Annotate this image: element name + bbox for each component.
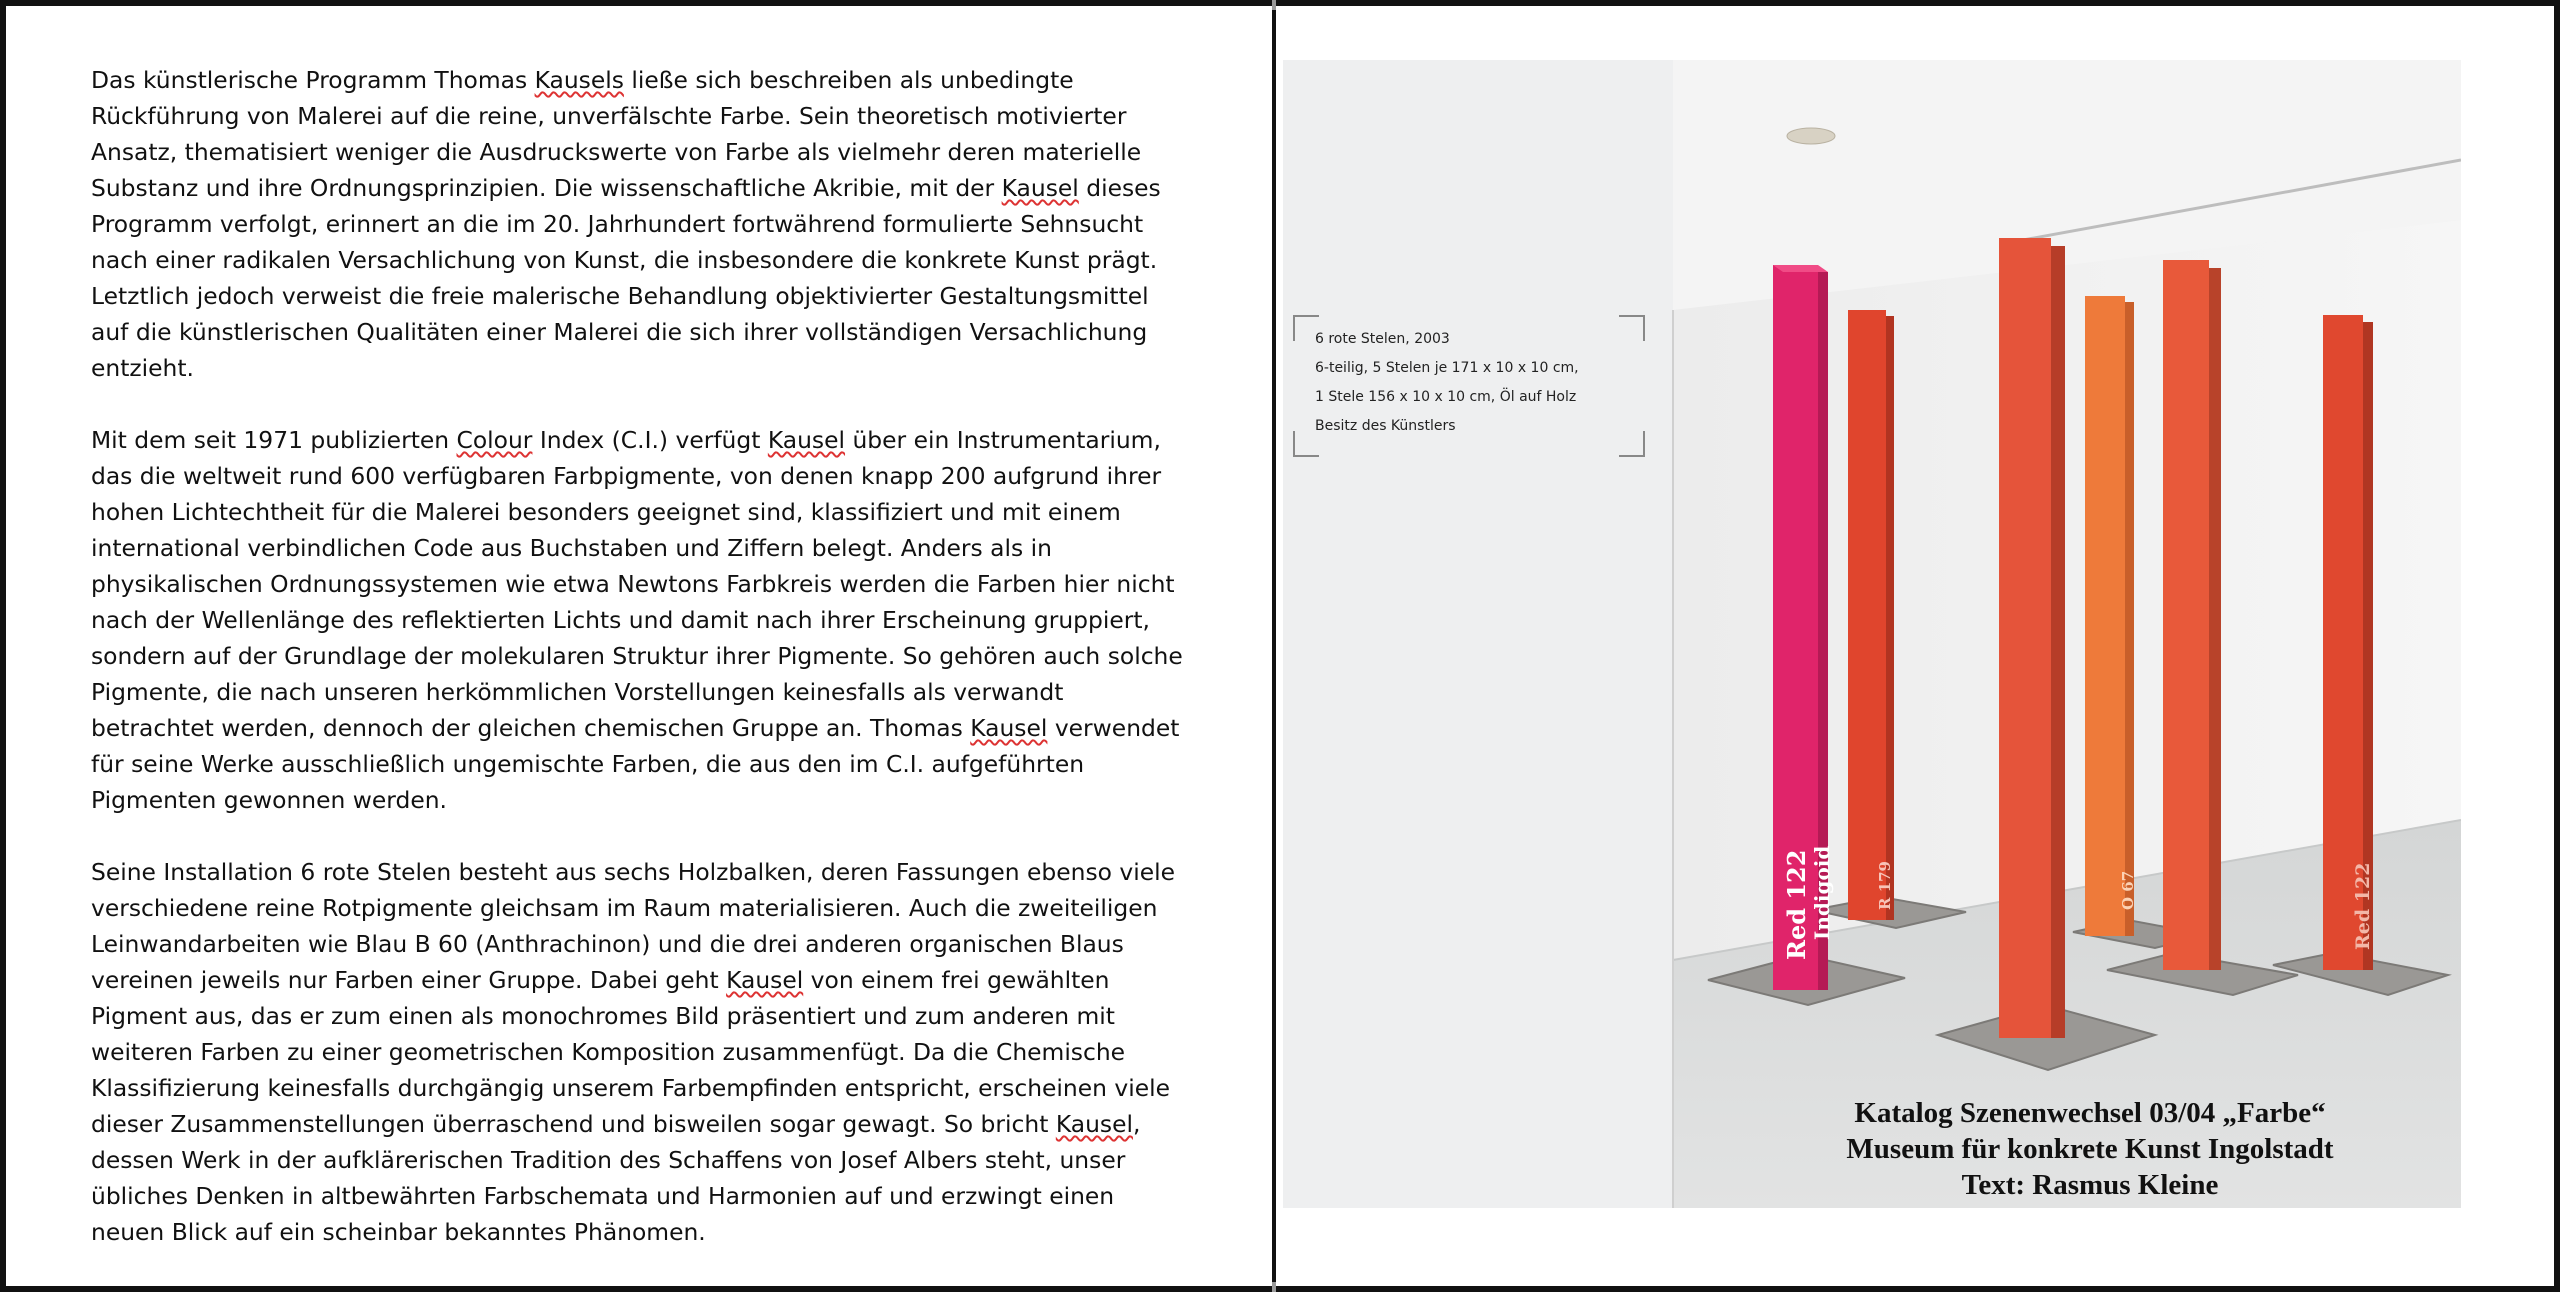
- text-segment: Programm verfolgt, erinnert an die im 20. Jahrhundert fortwährend formulierte Sehnsucht: [91, 210, 1144, 238]
- spellcheck-word: Kausel: [1001, 174, 1079, 202]
- text-segment: verwendet: [1047, 714, 1180, 742]
- text-line: [91, 674, 1231, 710]
- stele-red-2: [1848, 310, 1894, 920]
- text-segment: Ansatz, thematisiert weniger die Ausdruckswerte von Farbe als vielmehr deren materielle: [91, 138, 1142, 166]
- text-segment: dessen Werk in der aufklärerischen Tradition des Schaffens von Josef Albers steht, unser: [91, 1146, 1126, 1174]
- spellcheck-word: Colour: [456, 426, 533, 454]
- top-gutter-mark: [1272, 0, 1276, 10]
- text-line: [91, 62, 1231, 98]
- text-segment: für seine Werke ausschließlich ungemischte Farben, die aus den im C.I. aufgeführten: [91, 750, 1085, 778]
- ceiling-lamp: [1787, 128, 1835, 144]
- text-line: [91, 1142, 1231, 1178]
- spellcheck-word: Kausel: [970, 714, 1048, 742]
- text-line: [91, 926, 1231, 962]
- text-segment: Pigment aus, das er zum einen als monochromes Bild präsentiert und zum anderen mit: [91, 1002, 1115, 1030]
- text-segment: betrachtet werden, dennoch der gleichen chemischen Gruppe an. Thomas: [91, 714, 971, 742]
- stele-label-red-122-b: Red 122: [2352, 862, 2374, 950]
- stele-red-5: [2163, 260, 2221, 970]
- text-segment: nach einer radikalen Versachlichung von Kunst, die insbesondere die konkrete Kunst prägt.: [91, 246, 1158, 274]
- text-segment: übliches Denken in altbewährten Farbschemata und Harmonien auf und erzwingt einen: [91, 1182, 1115, 1210]
- stele-label-o67: O 67: [2119, 870, 2137, 910]
- text-line: [91, 566, 1231, 602]
- text-line: [91, 530, 1231, 566]
- text-line: [91, 782, 1231, 818]
- bottom-gutter-mark: [1272, 1282, 1276, 1292]
- installation-illustration: [1283, 60, 2461, 1208]
- text-segment: Substanz und ihre Ordnungsprinzipien. Die wissenschaftliche Akribie, mit der: [91, 174, 1002, 202]
- spellcheck-word: Kausel: [767, 426, 846, 454]
- left-wall: [1283, 60, 1673, 1208]
- text-segment: Letztlich jedoch verweist die freie malerische Behandlung objektivierter Gestaltungsmittel: [91, 282, 1149, 310]
- text-segment: Rückführung von Malerei auf die reine, unverfälschte Farbe. Sein theoretisch motivierter: [91, 102, 1127, 130]
- text-segment: sondern auf der Grundlage der molekularen Struktur ihrer Pigmente. So gehören auch solche: [91, 642, 1183, 670]
- artwork-caption: [1293, 315, 1645, 457]
- text-line: [91, 458, 1231, 494]
- text-line: [91, 1214, 1231, 1250]
- caption-owner: Besitz des Künstlers: [1315, 418, 1456, 434]
- text-line: [91, 134, 1231, 170]
- caption-dimensions-1: 6-teilig, 5 Stelen je 171 x 10 x 10 cm,: [1315, 360, 1579, 376]
- text-line: [91, 1070, 1231, 1106]
- text-segment: ließe sich beschreiben als unbedingte: [623, 66, 1074, 94]
- text-line: [91, 242, 1231, 278]
- text-line: [91, 494, 1231, 530]
- text-segment: auf die künstlerischen Qualitäten einer Malerei die sich ihrer vollständigen Versachlichung: [91, 318, 1148, 346]
- text-line: [91, 350, 1231, 386]
- text-segment: Klassifizierung keinesfalls durchgängig unserem Farbempfinden entspricht, erscheinen viele: [91, 1074, 1171, 1102]
- text-segment: das die weltweit rund 600 verfügbaren Farbpigmente, von denen knapp 200 aufgrund ihrer: [91, 462, 1162, 490]
- stele-orange: [2085, 296, 2134, 936]
- text-line: [91, 314, 1231, 350]
- text-line: [91, 1034, 1231, 1070]
- text-segment: Das künstlerische Programm Thomas: [91, 66, 535, 94]
- text-line: [91, 1106, 1231, 1142]
- text-line: [91, 638, 1231, 674]
- text-line: [91, 1178, 1231, 1214]
- caption-dimensions-2: 1 Stele 156 x 10 x 10 cm, Öl auf Holz: [1315, 389, 1577, 405]
- text-line: [91, 98, 1231, 134]
- text-segment: Pigmente, die nach unseren herkömmlichen Vorstellungen keinesfalls als verwandt: [91, 678, 1064, 706]
- text-line: [91, 278, 1231, 314]
- spellcheck-word: Kausel: [726, 966, 804, 994]
- catalog-title: Katalog Szenenwechsel 03/04 „Farbe“: [1854, 1097, 2326, 1129]
- left-page: [6, 6, 1272, 1286]
- spellcheck-word: Kausel: [1055, 1110, 1133, 1138]
- essay-paragraph: [91, 422, 1231, 818]
- text-segment: Pigmenten gewonnen werden.: [91, 786, 447, 814]
- text-segment: hohen Lichtechtheit für die Malerei besonders geeignet sind, klassifiziert und mit einem: [91, 498, 1121, 526]
- text-line: [91, 206, 1231, 242]
- text-segment: vereinen jeweils nur Farben einer Gruppe. Dabei geht: [91, 966, 727, 994]
- catalog-museum: Museum für konkrete Kunst Ingolstadt: [1846, 1133, 2334, 1165]
- text-line: [91, 170, 1231, 206]
- text-segment: neuen Blick auf ein scheinbar bekanntes Phänomen.: [91, 1218, 706, 1246]
- text-segment: ,: [1132, 1110, 1141, 1138]
- essay-paragraph: [91, 62, 1231, 386]
- text-segment: Leinwandarbeiten wie Blau B 60 (Anthrachinon) und die drei anderen organischen Blaus: [91, 930, 1124, 958]
- text-segment: physikalischen Ordnungssystemen wie etwa Newtons Farbkreis werden die Farben hier nicht: [91, 570, 1175, 598]
- stele-label-red-122: Red 122: [1782, 849, 1811, 960]
- text-line: [91, 890, 1231, 926]
- text-segment: von einem frei gewählten: [803, 966, 1110, 994]
- caption-corner-tr: [1619, 315, 1645, 341]
- text-line: [91, 962, 1231, 998]
- text-segment: international verbindlichen Code aus Buchstaben und Ziffern belegt. Anders als in: [91, 534, 1052, 562]
- text-segment: dieser Zusammenstellungen überraschend und bisweilen sogar gewagt. So bricht: [91, 1110, 1056, 1138]
- text-segment: nach der Wellenlänge des reflektierten Lichts und damit nach ihrer Erscheinung gruppiert,: [91, 606, 1150, 634]
- caption-title: 6 rote Stelen, 2003: [1315, 331, 1450, 347]
- text-segment: Seine Installation 6 rote Stelen besteht aus sechs Holzbalken, deren Fassungen ebenso viele: [91, 858, 1176, 886]
- stele-red-3: [1999, 238, 2065, 1038]
- caption-corner-br: [1619, 431, 1645, 457]
- text-segment: entzieht.: [91, 354, 194, 382]
- installation-photo: [1283, 60, 2461, 1208]
- catalog-author: Text: Rasmus Kleine: [1961, 1169, 2219, 1201]
- text-segment: verschiedene reine Rotpigmente gleichsam im Raum materialisieren. Auch die zweiteiligen: [91, 894, 1158, 922]
- text-line: [91, 710, 1231, 746]
- spellcheck-word: Kausels: [534, 66, 624, 94]
- essay-text: [91, 62, 1231, 1286]
- text-segment: weiteren Farben zu einer geometrischen Komposition zusammenfügt. Da die Chemische: [91, 1038, 1126, 1066]
- text-segment: Mit dem seit 1971 publizierten: [91, 426, 457, 454]
- stele-label-indigoid: Indigoid: [1810, 845, 1834, 940]
- stele-label-r179: R 179: [1876, 861, 1894, 910]
- text-line: [91, 746, 1231, 782]
- essay-paragraph: [91, 854, 1231, 1250]
- text-segment: dieses: [1078, 174, 1161, 202]
- text-segment: Index (C.I.) verfügt: [532, 426, 768, 454]
- text-line: [91, 998, 1231, 1034]
- text-segment: über ein Instrumentarium,: [845, 426, 1161, 454]
- text-line: [91, 602, 1231, 638]
- text-line: [91, 422, 1231, 458]
- catalog-credit: [1790, 1095, 2390, 1203]
- text-line: [91, 854, 1231, 890]
